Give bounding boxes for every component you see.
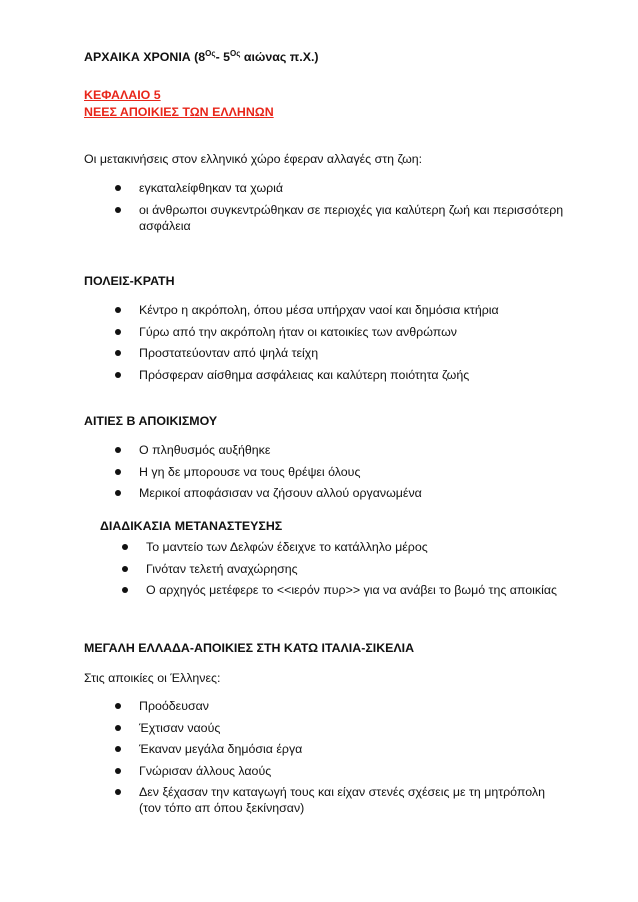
bullet-icon: [115, 372, 121, 378]
bullet-icon: [115, 185, 121, 191]
bullet-icon: [115, 307, 121, 313]
list-item: [115, 442, 585, 458]
bullet-icon: [115, 329, 121, 335]
section-heading-poleis: ΠΟΛΕΙΣ-ΚΡΑΤΗ: [84, 274, 175, 288]
list-item: [122, 582, 592, 598]
intro-text: Οι μετακινήσεις στον ελληνικό χώρο έφεραν αλλαγές στη ζωη:: [84, 152, 423, 166]
title-superscript-2: Ος: [230, 48, 241, 58]
list-item: [115, 485, 585, 501]
list-item-text: Δεν ξέχασαν την καταγωγή τους και είχαν στενές σχέσεις με τη μητρόπολη (τον τόπο απ όπου ξεκίνησαν): [139, 785, 546, 815]
list-item: [115, 741, 565, 757]
list-item: [115, 324, 585, 340]
document-title: [84, 49, 319, 65]
list-item-text: εγκαταλείφθηκαν τα χωριά: [139, 181, 284, 195]
list-item: [115, 763, 565, 779]
list-item-text: Πρόσφεραν αίσθημα ασφάλειας και καλύτερη ποιότητα ζωής: [139, 367, 470, 382]
list-item-text: οι άνθρωποι συγκεντρώθηκαν σε περιοχές για καλύτερη ζωή και περισσότερη ασφάλεια: [139, 202, 564, 233]
list-item: [115, 202, 565, 234]
causes-list: [115, 442, 585, 507]
bullet-icon: [115, 746, 121, 752]
list-item-text: Ο αρχηγός μετέφερε το <<ιερόν πυρ>> για να ανάβει το βωμό της αποικίας: [146, 583, 558, 597]
list-item-text: Γινόταν τελετή αναχώρησης: [146, 561, 298, 576]
bullet-icon: [115, 725, 121, 731]
list-item-text: Προστατεύονταν από ψηλά τείχη: [139, 346, 319, 360]
bullet-icon: [122, 566, 128, 572]
section-heading-causes: ΑΙΤΙΕΣ Β ΑΠΟΙΚΙΣΜΟΥ: [84, 414, 218, 428]
list-item-text: Έκαναν μεγάλα δημόσια έργα: [139, 742, 303, 756]
bullet-icon: [115, 789, 121, 795]
intro-list: [115, 180, 565, 239]
magna-text: Στις αποικίες οι Έλληνες:: [84, 671, 221, 685]
list-item-text: Γύρω από την ακρόπολη ήταν οι κατοικίες των ανθρώπων: [139, 324, 457, 339]
list-item: [115, 367, 585, 383]
process-list: [122, 539, 592, 604]
list-item-text: Η γη δε μπορουσε να τους θρέψει όλους: [139, 464, 361, 479]
list-item: [115, 345, 585, 361]
list-item-text: Ο πληθυσμός αυξήθηκε: [139, 443, 271, 457]
title-prefix: ΑΡΧΑΙΚΑ ΧΡΟΝΙΑ (8: [84, 50, 206, 64]
list-item-text: Το μαντείο των Δελφών έδειχνε το κατάλληλο μέρος: [146, 540, 428, 554]
title-middle: - 5: [215, 50, 231, 64]
list-item-text: Κέντρο η ακρόπολη, όπου μέσα υπήρχαν ναοί και δημόσια κτήρια: [139, 303, 499, 317]
list-item-text: Μερικοί αποφάσισαν να ζήσουν αλλού οργανωμένα: [139, 486, 422, 500]
bullet-icon: [115, 490, 121, 496]
title-superscript-1: Ος: [205, 48, 216, 58]
list-item: [115, 698, 565, 714]
list-item: [115, 180, 565, 196]
title-suffix: αιώνας π.Χ.): [240, 50, 319, 64]
chapter-subtitle: ΝΕΕΣ ΑΠΟΙΚΙΕΣ ΤΩΝ ΕΛΛΗΝΩΝ: [84, 105, 274, 119]
list-item: [115, 302, 585, 318]
list-item: [115, 464, 585, 480]
list-item-text: Προόδευσαν: [139, 699, 209, 713]
section-heading-process: ΔΙΑΔΙΚΑΣΙΑ ΜΕΤΑΝΑΣΤΕΥΣΗΣ: [100, 519, 283, 533]
bullet-icon: [115, 768, 121, 774]
bullet-icon: [122, 544, 128, 550]
bullet-icon: [115, 207, 121, 213]
section-heading-magna: ΜΕΓΑΛΗ ΕΛΛΑΔΑ-ΑΠΟΙΚΙΕΣ ΣΤΗ ΚΑΤΩ ΙΤΑΛΙΑ-ΣΙΚΕΛΙΑ: [84, 641, 415, 655]
list-item-text: Έχτισαν ναούς: [139, 720, 221, 735]
poleis-list: [115, 302, 585, 388]
bullet-icon: [115, 447, 121, 453]
list-item: [115, 720, 565, 736]
bullet-icon: [115, 703, 121, 709]
list-item: [122, 561, 592, 577]
bullet-icon: [115, 469, 121, 475]
list-item: [122, 539, 592, 555]
list-item: [115, 784, 565, 816]
bullet-icon: [122, 587, 128, 593]
magna-list: [115, 698, 565, 822]
list-item-text: Γνώρισαν άλλους λαούς: [139, 763, 272, 778]
chapter-label: ΚΕΦΑΛΑΙΟ 5: [84, 88, 161, 102]
bullet-icon: [115, 350, 121, 356]
